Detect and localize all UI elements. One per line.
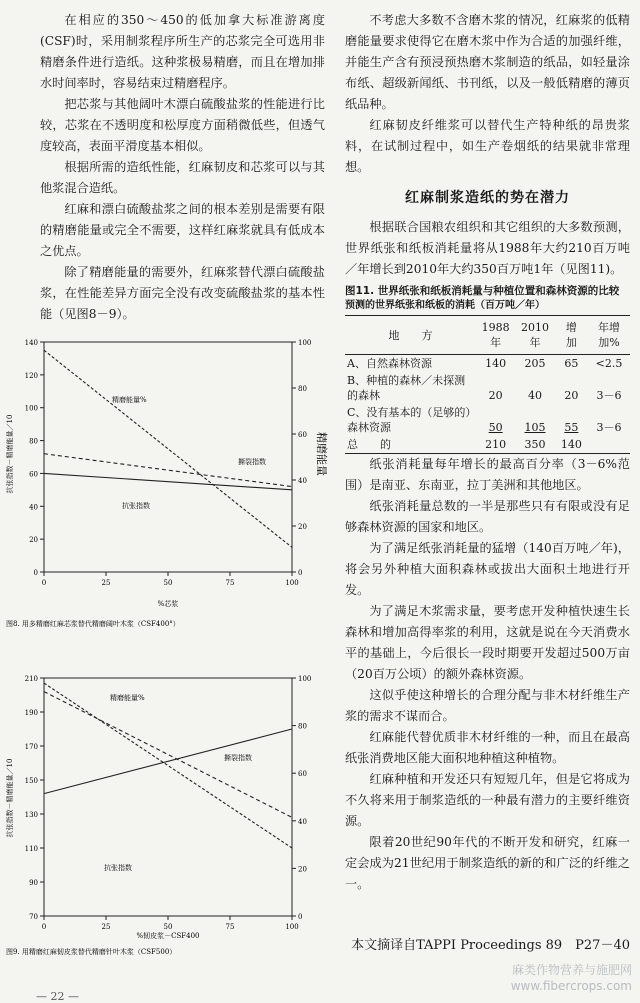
x-tick-label: 75 [225,923,235,931]
x-tick-label: 50 [163,923,173,931]
y-tick-label: 140 [24,339,38,347]
cell: 40 [528,389,543,402]
paragraph: 红麻韧皮纤维浆可以替代生产特种纸的昂贵浆料，在试制过程中，如生产卷烟纸的结果就非常理想。 [345,118,630,174]
figure-9 [0,670,335,960]
y2-tick-label: 20 [298,865,307,874]
y-tick-label: 20 [29,536,38,545]
paragraph: 除了精磨能量的需要外，红麻浆替代漂白硫酸盐浆，在性能差异方面完全没有改变硫酸盐浆的基本性能（见图8－9）。 [40,265,325,321]
left-axis-label: 抗张指数－精磨能量／10 [6,758,14,838]
x-axis-label: %芯浆 [157,600,179,608]
y2-tick-label: 0 [298,569,303,577]
y-tick-label: 170 [24,743,38,751]
cell: 105 [524,421,546,434]
y-tick-label: 210 [24,675,38,683]
y-tick-label: 110 [24,845,38,853]
cell: <2.5 [595,357,623,370]
cell: B、种植的森林／未探测的森林 [347,374,466,402]
y-tick-label: 70 [29,913,38,921]
paragraph: 把芯浆与其他阔叶木漂白硫酸盐浆的性能进行比较，芯浆在不透明度和松厚度方面稍微低些，但透气度较高，表面平滑度基本相似。 [40,97,325,153]
section-title: 红麻制浆造纸的势在潜力 [405,190,570,206]
consumption-table [345,315,630,454]
y-tick-label: 40 [29,503,38,512]
cell: 205 [524,357,546,370]
table-row [345,436,630,454]
y-tick-label: 150 [24,777,38,785]
series-line [44,683,292,848]
paragraph: 红麻种植和开发还只有短短几年，但是它将成为不久将来用于制浆造纸的一种最有潜力的主要纤维资源。 [345,772,630,828]
watermark-title: 麻类作物营养与施肥网 [511,963,632,977]
y-tick-label: 100 [24,404,38,413]
figure-8 [0,334,335,634]
y-tick-label: 130 [24,811,38,819]
figure-caption: 图9. 用精磨红麻韧皮浆替代精磨针叶木浆（CSF500） [6,948,177,956]
cell: 3－6 [596,389,622,402]
x-tick-label: 100 [285,923,299,931]
series-label: 精磨能量% [112,396,147,404]
header-cell: 增 加 [555,316,588,355]
cell: 3－6 [596,421,622,434]
table-row [345,372,630,404]
y-tick-label: 0 [33,569,38,577]
y2-tick-label: 60 [298,770,307,779]
x-tick-label: 100 [285,579,299,587]
paragraph: 纸张消耗量总数的一半是那些只有有限或没有足够森林资源的国家和地区。 [345,499,630,534]
cell: 140 [485,357,507,370]
series-line [44,692,292,818]
series-line [44,729,292,794]
cell: 210 [476,436,515,454]
plot-frame [44,342,292,572]
header-cell: 年增加% [588,316,630,355]
watermark-url: www.fibercrops.com [510,979,632,993]
cell [588,436,630,454]
cell: 55 [564,421,579,434]
watermark [511,962,632,994]
series-label: 撕裂指数 [238,458,266,466]
cell: 总 的 [345,436,476,454]
y2-tick-label: 80 [298,722,307,731]
paragraph: 红麻和漂白硫酸盐浆之间的根本差别是需要有限的精磨能量或完全不需要，这样红麻浆就具有低成本之优点。 [40,202,325,258]
table-row [345,355,630,373]
cell: 50 [488,421,503,434]
y2-tick-label: 20 [298,523,307,531]
cell: 20 [564,389,579,402]
y-tick-label: 190 [24,709,38,717]
paragraph: 红麻能代替优质非木材纤维的一种，而且在最高纸张消费地区能大面积地种植这种植物。 [345,730,630,765]
y2-tick-label: 100 [298,339,312,347]
y2-tick-label: 40 [298,817,307,826]
figure-8-chart [0,334,335,634]
y2-tick-label: 80 [298,385,307,393]
x-tick-label: 75 [225,579,235,587]
cell: 65 [564,357,579,370]
x-tick-label: 25 [101,579,111,587]
x-tick-label: 0 [41,579,47,587]
paragraph: 根据所需的造纸性能，红麻韧皮和芯浆可以与其他浆混合造纸。 [40,160,325,195]
paragraph: 为了满足木浆需求量，要考虑开发种植快速生长森林和增加高得率浆的利用，这就是说在今天消费水平的基础上，今后很长一段时期要开发超过500万亩（20百万公顷）的额外森林资源。 [345,604,630,681]
left-column [40,10,325,325]
table-row [345,404,630,436]
figure-caption: 图8. 用多精磨红麻芯浆替代精磨阔叶木浆（CSF400°） [6,620,180,628]
x-tick-label: 50 [163,579,173,587]
series-line [44,350,292,547]
right-column [345,10,630,895]
header-cell: 地 方 [345,316,476,355]
series-label: 抗张指数 [104,864,132,872]
paragraph: 不考虑大多数不含磨木浆的情况，红麻浆的低精磨能量要求使得它在磨木浆中作为合适的加强纤维，并能生产含有预浸预热磨木浆制造的纸品，如轻量涂布纸、超级新闻纸、书刊纸，以及一般低精磨的薄页纸品种。 [345,13,630,111]
y2-tick-label: 60 [298,431,307,439]
cell: 20 [488,389,503,402]
plot-frame [44,678,292,916]
source-citation: 本文摘译自TAPPI Proceedings 89 P27－40 [351,938,630,953]
table-title: 图11. 世界纸张和纸板消耗量与种植位置和森林资源的比较 [345,285,620,297]
paragraph: 纸张消耗量每年增长的最高百分率（3－6%范围）是南亚、东南亚，拉丁美洲和其他地区。 [345,457,630,492]
x-tick-label: 0 [41,923,47,931]
paragraph: 这似乎使这种增长的合理分配与非木材纤维生产浆的需求不谋而合。 [345,688,630,723]
x-axis-label: %韧皮浆－CSF400 [136,932,200,940]
paragraph: 限着20世纪90年代的不断开发和研究，红麻一定会成为21世纪用于制浆造纸的新的和广泛的纤维之一。 [345,835,630,891]
cell: C、没有基本的（足够的）森林资源 [347,406,471,434]
table-subtitle: 预测的世界纸张和纸板的消耗（百万吨／年） [345,300,545,311]
cell: 140 [555,436,588,454]
cell: A、自然森林资源 [347,357,432,370]
y2-tick-label: 0 [298,913,303,921]
y2-tick-label: 40 [298,477,307,485]
series-label: 抗张指数 [122,502,150,510]
series-label: 撕裂指数 [224,754,252,762]
y-tick-label: 120 [24,371,38,380]
y-tick-label: 90 [29,879,38,887]
paragraph: 在相应的350～450的低加拿大标准游离度(CSF)时，采用制浆程序所生产的芯浆完全可选用非精磨条件进行造纸。这种浆极易精磨，而且在增加排水时间率时，容易结束过精磨程序。 [40,13,325,90]
table-header-row [345,316,630,355]
y-tick-label: 80 [29,437,38,446]
figure-9-chart [0,670,335,960]
header-cell: 1988年 [476,316,515,355]
page-number: — 22 — [36,990,79,1003]
right-axis-label: 精磨能量 [315,432,328,476]
series-label: 精磨能量% [110,694,145,702]
y2-tick-label: 100 [298,675,312,683]
x-tick-label: 25 [101,923,111,931]
header-cell: 2010年 [515,316,554,355]
paragraph: 根据联合国粮农组织和其它组织的大多数预测，世界纸张和纸板消耗量将从1988年大约210百万吨／年增长到2010年大约350百万吨1年（见图11)。 [345,220,630,276]
y-tick-label: 60 [29,470,38,479]
cell: 350 [515,436,554,454]
left-axis-label: 抗张指数－精磨能量／10 [6,414,14,494]
paragraph: 为了满足纸张消耗量的猛增（140百万吨／年)，将会另外种植大面积森林或拔出大面积土地进行开发。 [345,541,630,597]
